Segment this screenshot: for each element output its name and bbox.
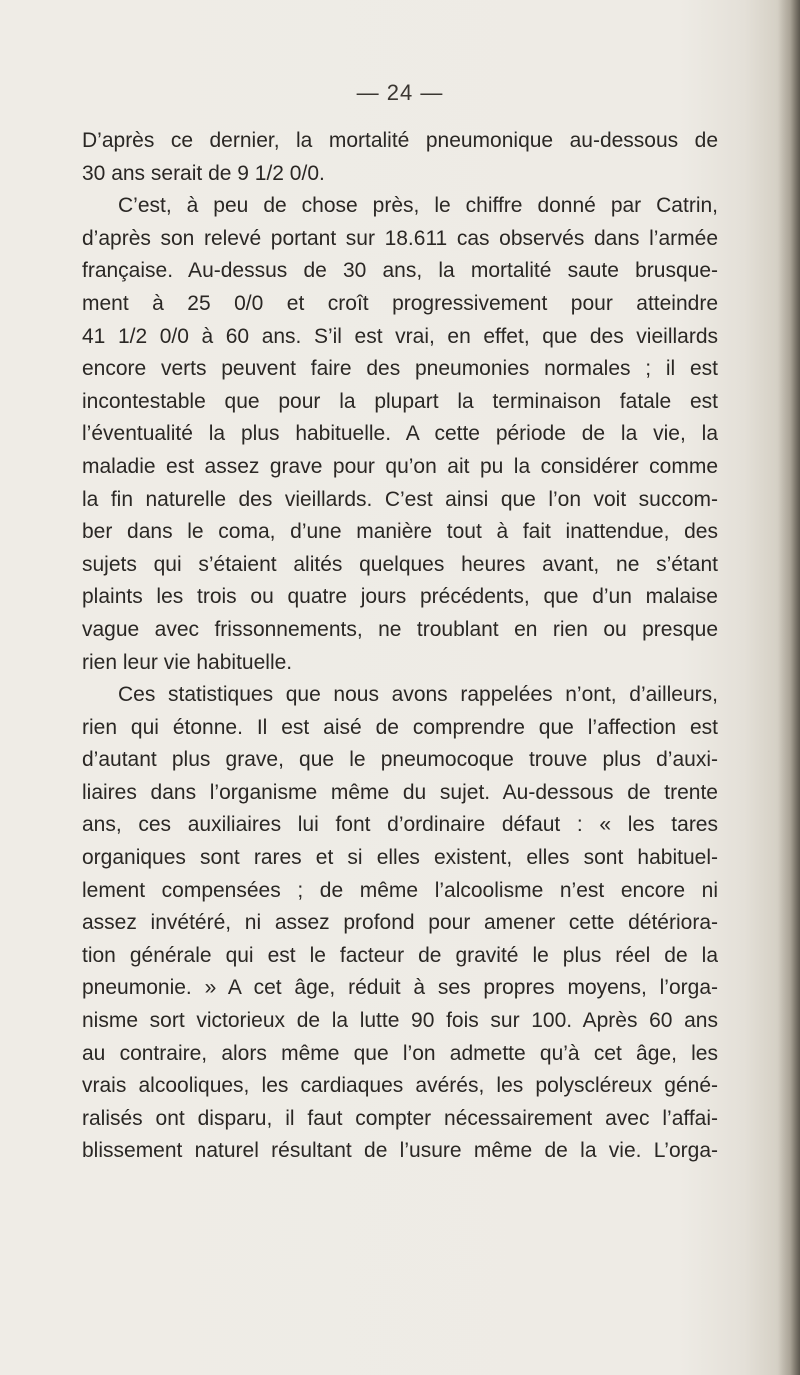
text-line: au contraire, alors même que l’on admette qu’à cet âge, les bbox=[82, 1041, 718, 1065]
text-line: Ces statistiques que nous avons rappelées n’ont, d’ailleurs, bbox=[118, 683, 718, 707]
text-line: ment à 25 0/0 et croît progressivement pour atteindre bbox=[82, 291, 718, 315]
text-line: ralisés ont disparu, il faut compter nécessairement avec l’affai- bbox=[82, 1106, 718, 1130]
text-line: nisme sort victorieux de la lutte 90 fois sur 100. Après 60 ans bbox=[82, 1009, 718, 1033]
text-line: blissement naturel résultant de l’usure même de la vie. L’orga- bbox=[82, 1139, 718, 1163]
text-line: ans, ces auxiliaires lui font d’ordinaire défaut : « les tares bbox=[82, 813, 718, 837]
text-line: vague avec frissonnements, ne troublant en rien ou presque bbox=[82, 617, 718, 641]
text-line: 30 ans serait de 9 1/2 0/0. bbox=[82, 161, 325, 185]
text-line: tion générale qui est le facteur de gravité le plus réel de la bbox=[82, 943, 718, 967]
text-line: organiques sont rares et si elles existent, elles sont habituel- bbox=[82, 846, 718, 870]
text-line: maladie est assez grave pour qu’on ait pu la considérer comme bbox=[82, 454, 718, 478]
page-number: — 24 — bbox=[356, 80, 444, 105]
text-line: 41 1/2 0/0 à 60 ans. S’il est vrai, en effet, que des vieillards bbox=[82, 324, 718, 348]
text-line: liaires dans l’organisme même du sujet. Au-dessous de trente bbox=[82, 780, 718, 804]
text-line: rien qui étonne. Il est aisé de comprendre que l’affection est bbox=[82, 715, 718, 739]
text-line: C’est, à peu de chose près, le chiffre donné par Catrin, bbox=[118, 194, 718, 218]
text-line: ber dans le coma, d’une manière tout à fait inattendue, des bbox=[82, 520, 718, 544]
text-line: rien leur vie habituelle. bbox=[82, 650, 293, 674]
text-line: d’après son relevé portant sur 18.611 cas observés dans l’armée bbox=[82, 226, 718, 250]
body-text bbox=[82, 125, 718, 1168]
text-line: D’après ce dernier, la mortalité pneumonique au-dessous de bbox=[82, 129, 718, 152]
text-line: française. Au-dessus de 30 ans, la mortalité saute brusque- bbox=[82, 259, 718, 283]
text-line: plaints les trois ou quatre jours précédents, que d’un malaise bbox=[82, 585, 718, 609]
text-line: encore verts peuvent faire des pneumonies normales ; il est bbox=[82, 357, 718, 381]
text-line: vrais alcooliques, les cardiaques avérés, les polyscléreux géné- bbox=[82, 1074, 718, 1098]
text-line: la fin naturelle des vieillards. C’est ainsi que l’on voit succom- bbox=[82, 487, 718, 511]
page-edge-shadow bbox=[778, 0, 800, 1375]
text-line: sujets qui s’étaient alités quelques heures avant, ne s’étant bbox=[82, 552, 718, 576]
text-line: pneumonie. » A cet âge, réduit à ses propres moyens, l’orga- bbox=[82, 976, 718, 1000]
text-line: lement compensées ; de même l’alcoolisme n’est encore ni bbox=[82, 878, 718, 902]
text-line: l’éventualité la plus habituelle. A cette période de la vie, la bbox=[82, 422, 718, 446]
text-line: assez invétéré, ni assez profond pour amener cette détériora- bbox=[82, 911, 718, 935]
text-line: incontestable que pour la plupart la terminaison fatale est bbox=[82, 389, 718, 413]
text-line: d’autant plus grave, que le pneumocoque trouve plus d’auxi- bbox=[82, 748, 718, 772]
